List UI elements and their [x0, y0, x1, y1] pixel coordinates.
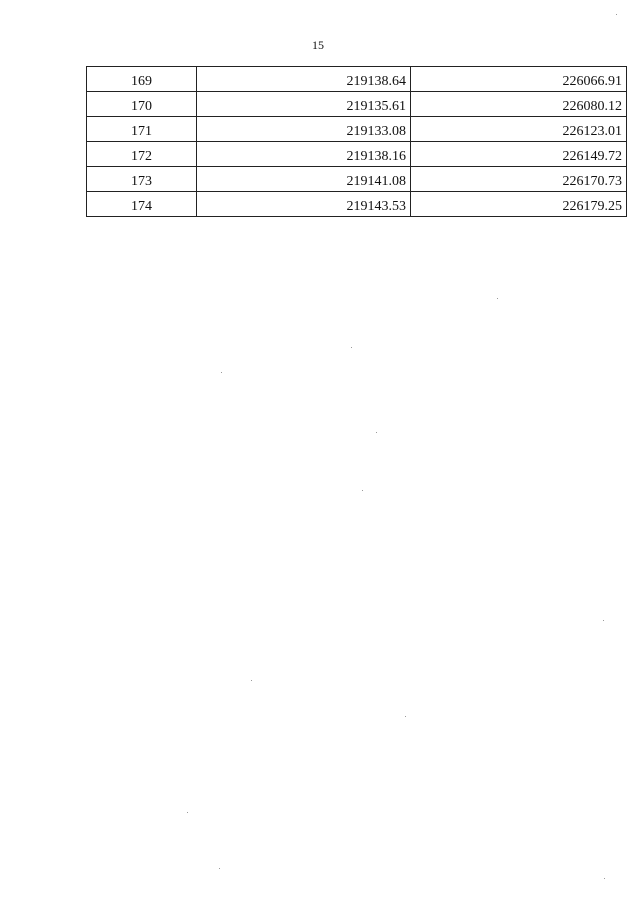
y-coordinate-cell: 226170.73 [411, 167, 627, 192]
y-coordinate-cell: 226149.72 [411, 142, 627, 167]
y-coordinate-cell: 226066.91 [411, 67, 627, 92]
y-coordinate-cell: 226080.12 [411, 92, 627, 117]
point-number-cell: 170 [87, 92, 197, 117]
x-coordinate-cell: 219138.64 [197, 67, 411, 92]
y-coordinate-cell: 226123.01 [411, 117, 627, 142]
x-coordinate-cell: 219133.08 [197, 117, 411, 142]
point-number-cell: 173 [87, 167, 197, 192]
x-coordinate-cell: 219135.61 [197, 92, 411, 117]
point-number-cell: 169 [87, 67, 197, 92]
point-number-cell: 171 [87, 117, 197, 142]
point-number-cell: 174 [87, 192, 197, 217]
x-coordinate-cell: 219141.08 [197, 167, 411, 192]
point-number-cell: 172 [87, 142, 197, 167]
y-coordinate-cell: 226179.25 [411, 192, 627, 217]
table-row [87, 92, 627, 117]
table-row [87, 142, 627, 167]
table-row [87, 192, 627, 217]
page-number: 15 [312, 38, 324, 52]
table-row [87, 117, 627, 142]
table-row [87, 167, 627, 192]
coordinates-table [86, 66, 627, 217]
x-coordinate-cell: 219138.16 [197, 142, 411, 167]
table-row [87, 67, 627, 92]
x-coordinate-cell: 219143.53 [197, 192, 411, 217]
